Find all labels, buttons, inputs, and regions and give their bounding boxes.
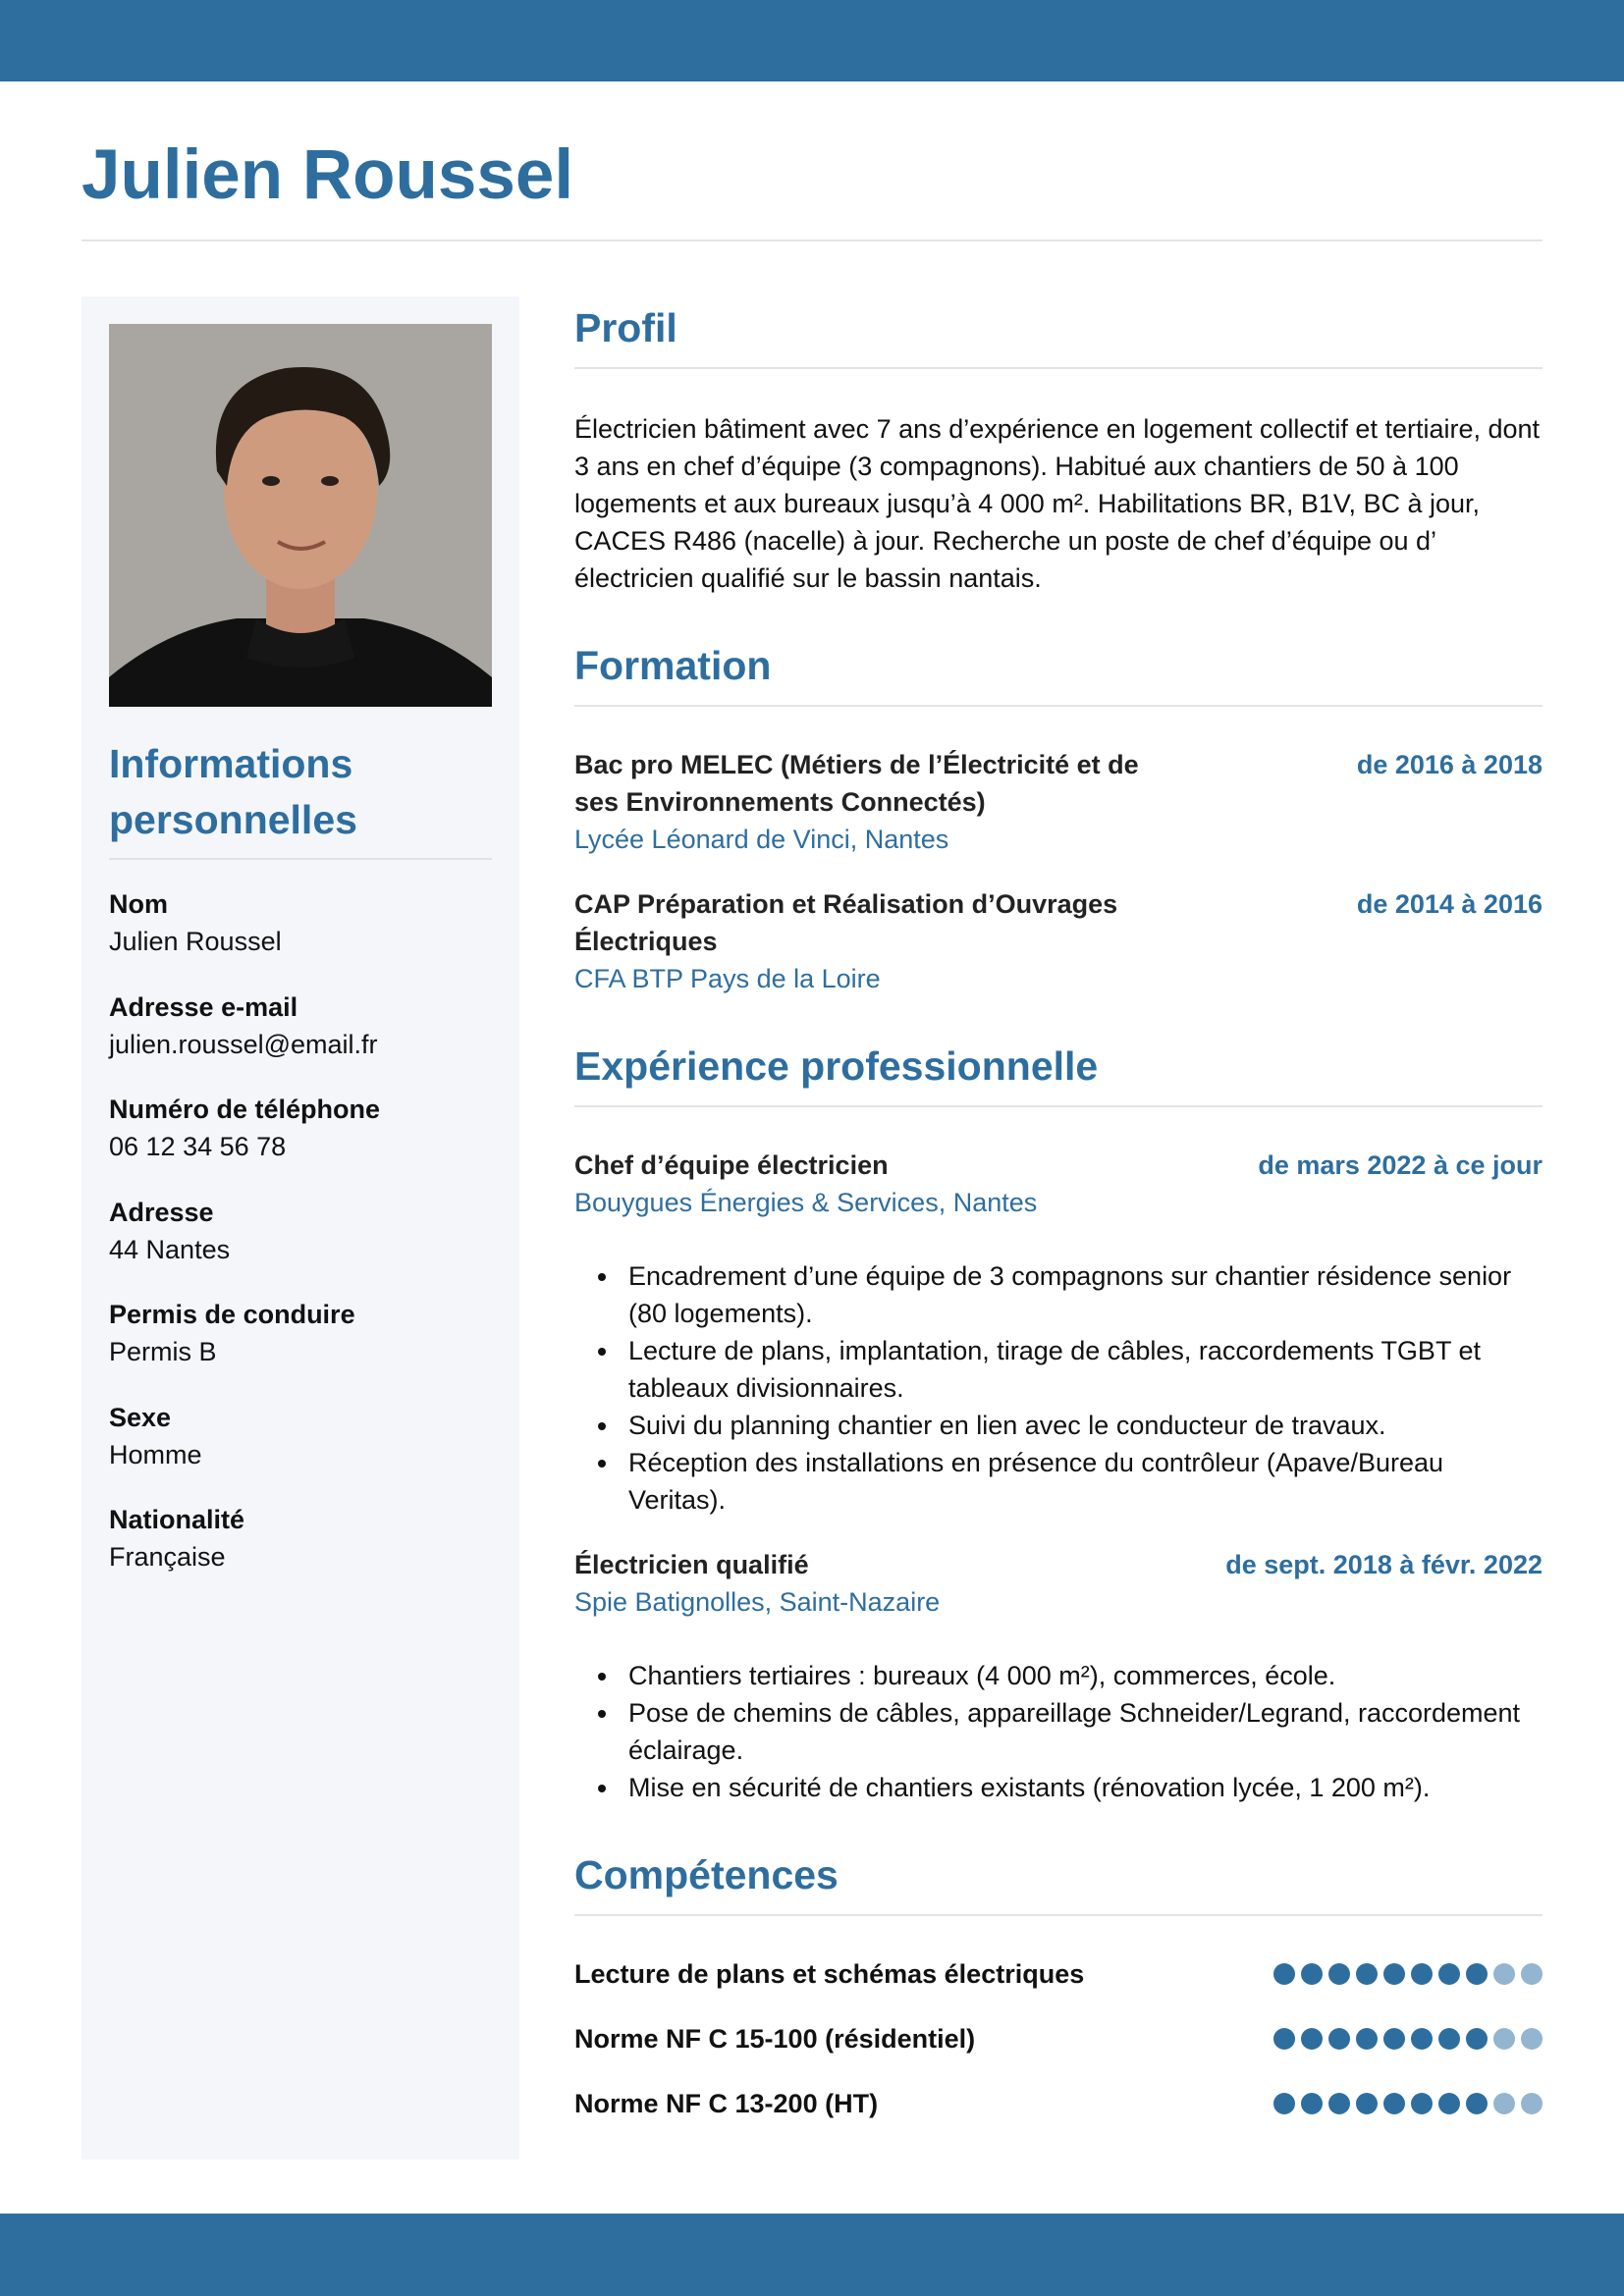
experience-entry: [574, 1147, 1543, 1519]
skill-row: [574, 2085, 1543, 2122]
section-title: Formation: [574, 643, 772, 688]
rating-dot-filled: [1383, 1963, 1405, 1985]
rating-dot-empty: [1493, 1963, 1515, 1985]
resume-name: Julien Roussel: [81, 136, 574, 214]
formation-entry: [574, 746, 1543, 858]
entry-organization: Bouygues Énergies & Services, Nantes: [574, 1188, 1038, 1217]
info-value: julien.roussel@email.fr: [109, 1029, 378, 1059]
list-item: Suivi du planning chantier en lien avec le conducteur de travaux.: [574, 1407, 1543, 1444]
rating-dot-filled: [1301, 1963, 1323, 1985]
section-divider: [574, 1914, 1543, 1916]
section-title: Compétences: [574, 1852, 839, 1897]
list-item: Lecture de plans, implantation, tirage de câbles, raccordements TGBT et tableaux divisionnaires.: [574, 1332, 1543, 1407]
section-formation: [574, 638, 1543, 997]
list-item: Pose de chemins de câbles, appareillage Schneider/Legrand, raccordement éclairage.: [574, 1694, 1543, 1769]
rating-dot-filled: [1411, 2028, 1433, 2050]
rating-dot-filled: [1411, 1963, 1433, 1985]
sidebar: [81, 296, 519, 2160]
name-divider: [81, 240, 1543, 241]
info-item-name: [109, 885, 492, 988]
rating-dot-filled: [1273, 1963, 1295, 1985]
experience-entry: [574, 1546, 1543, 1806]
sidebar-divider: [109, 858, 492, 860]
rating-dot-filled: [1328, 2028, 1350, 2050]
section-divider: [574, 1105, 1543, 1107]
info-value: 06 12 34 56 78: [109, 1132, 287, 1161]
rating-dot-filled: [1356, 1963, 1378, 1985]
rating-dot-filled: [1438, 2093, 1460, 2114]
profil-text: Électricien bâtiment avec 7 ans d’expérience en logement collectif et tertiaire, dont 3 ans en chef d’équipe (3 compagnons). Habitué aux chantiers de 50 à 100 logements et aux bureaux jusqu’à 4 000 m². Habilitations BR, B1V, BC à jour, CACES R486 (nacelle) à jour. Recherche un poste de chef d’équipe ou d’ électricien qualifié sur le bassin nantais.: [574, 414, 1541, 593]
info-label: Adresse e-mail: [109, 991, 298, 1022]
rating-dot-filled: [1328, 2093, 1350, 2114]
list-item: Encadrement d’une équipe de 3 compagnons sur chantier résidence senior (80 logements).: [574, 1257, 1543, 1332]
info-label: Permis de conduire: [109, 1300, 355, 1329]
entry-title: Chef d’équipe électricien: [574, 1150, 889, 1180]
bottom-banner: [0, 2214, 1624, 2296]
rating-dot-filled: [1438, 1963, 1460, 1985]
section-title: Expérience professionnelle: [574, 1043, 1099, 1089]
entry-title: CAP Préparation et Réalisation d’Ouvrages Électriques: [574, 889, 1118, 956]
rating-dot-empty: [1521, 2093, 1543, 2114]
info-item-license: [109, 1296, 492, 1399]
info-label: Nom: [109, 889, 168, 919]
entry-date: de 2016 à 2018: [1356, 750, 1543, 779]
info-value: Homme: [109, 1439, 202, 1469]
skills-list: [574, 1955, 1543, 2122]
rating-dot-filled: [1466, 2093, 1488, 2114]
info-value: 44 Nantes: [109, 1234, 231, 1264]
main-content: [574, 296, 1543, 2150]
skill-name: Norme NF C 15-100 (résidentiel): [574, 2023, 976, 2054]
skill-row: [574, 2020, 1543, 2057]
list-item: Chantiers tertiaires : bureaux (4 000 m²), commerces, école.: [574, 1657, 1543, 1694]
info-label: Nationalité: [109, 1505, 245, 1534]
list-item: Réception des installations en présence du contrôleur (Apave/Bureau Veritas).: [574, 1444, 1543, 1519]
rating-dot-filled: [1301, 2028, 1323, 2050]
rating-dot-filled: [1356, 2028, 1378, 2050]
entry-date: de sept. 2018 à févr. 2022: [1225, 1550, 1543, 1579]
entry-date: de mars 2022 à ce jour: [1258, 1150, 1543, 1180]
info-value: Française: [109, 1542, 226, 1572]
info-value: Permis B: [109, 1337, 217, 1366]
entry-title: Électricien qualifié: [574, 1550, 809, 1579]
section-skills: [574, 1847, 1543, 2122]
entry-date: de 2014 à 2016: [1356, 889, 1543, 919]
responsibility-list: [574, 1657, 1543, 1806]
info-item-gender: [109, 1399, 492, 1502]
entry-title: Bac pro MELEC (Métiers de l’Électricité et de ses Environnements Connectés): [574, 750, 1139, 817]
entry-organization: Spie Batignolles, Saint-Nazaire: [574, 1587, 941, 1617]
entry-organization: Lycée Léonard de Vinci, Nantes: [574, 825, 949, 854]
info-item-email: [109, 988, 492, 1092]
rating-dot-filled: [1383, 2028, 1405, 2050]
info-label: Numéro de téléphone: [109, 1095, 381, 1124]
section-divider: [574, 705, 1543, 707]
skill-rating: [1273, 1963, 1543, 1985]
info-item-address: [109, 1194, 492, 1297]
info-label: Sexe: [109, 1402, 172, 1432]
section-title: Profil: [574, 305, 677, 350]
rating-dot-filled: [1356, 2093, 1378, 2114]
entry-organization: CFA BTP Pays de la Loire: [574, 964, 881, 993]
sidebar-heading: Informations personnelles: [109, 741, 357, 842]
info-label: Adresse: [109, 1197, 214, 1227]
rating-dot-empty: [1521, 2028, 1543, 2050]
rating-dot-empty: [1521, 1963, 1543, 1985]
skill-row: [574, 1955, 1543, 1993]
skill-rating: [1273, 2093, 1543, 2114]
top-banner: [0, 0, 1624, 81]
skill-name: Norme NF C 13-200 (HT): [574, 2088, 879, 2118]
rating-dot-empty: [1493, 2028, 1515, 2050]
info-item-nationality: [109, 1501, 492, 1604]
rating-dot-filled: [1466, 1963, 1488, 1985]
formation-entry: [574, 885, 1543, 997]
personal-info-list: [109, 885, 492, 1604]
rating-dot-empty: [1493, 2093, 1515, 2114]
rating-dot-filled: [1411, 2093, 1433, 2114]
responsibility-list: [574, 1257, 1543, 1519]
rating-dot-filled: [1328, 1963, 1350, 1985]
profile-photo: [109, 324, 492, 707]
skill-rating: [1273, 2028, 1543, 2050]
list-item: Mise en sécurité de chantiers existants (rénovation lycée, 1 200 m²).: [574, 1769, 1543, 1806]
section-experience: [574, 1039, 1543, 1806]
rating-dot-filled: [1273, 2093, 1295, 2114]
rating-dot-filled: [1383, 2093, 1405, 2114]
rating-dot-filled: [1438, 2028, 1460, 2050]
info-item-phone: [109, 1091, 492, 1194]
rating-dot-filled: [1466, 2028, 1488, 2050]
rating-dot-filled: [1273, 2028, 1295, 2050]
skill-name: Lecture de plans et schémas électriques: [574, 1958, 1085, 1989]
section-divider: [574, 367, 1543, 369]
section-profil: [574, 300, 1543, 597]
info-value: Julien Roussel: [109, 927, 282, 956]
rating-dot-filled: [1301, 2093, 1323, 2114]
